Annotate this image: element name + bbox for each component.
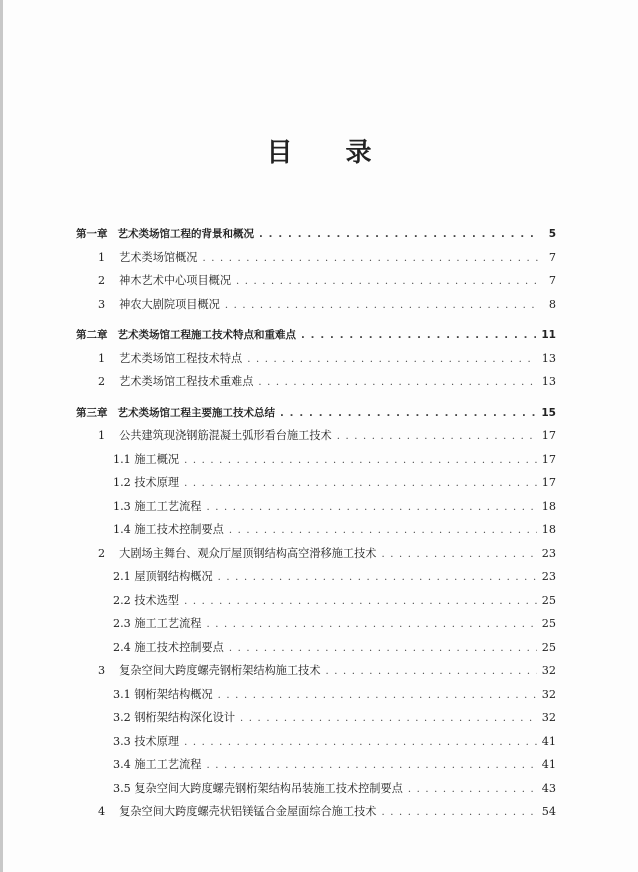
- toc-entry[interactable]: [76, 473, 556, 493]
- toc-entry-number: 1: [98, 351, 106, 365]
- toc-page-number: 18: [541, 499, 556, 513]
- toc-entry-label: [113, 755, 201, 775]
- toc-entry-text: 3.3 技术原理: [113, 734, 180, 748]
- toc-entry-number: 3: [98, 664, 106, 677]
- toc-page-number: 41: [541, 758, 556, 771]
- dot-leader: [225, 296, 539, 316]
- toc-entry-label: [98, 295, 220, 315]
- toc-entry[interactable]: [76, 591, 556, 611]
- dot-leader: [206, 615, 536, 635]
- page-title: 目 录: [266, 138, 394, 168]
- dot-leader: [202, 249, 539, 269]
- toc-entry-text: 3.1 钢桁架结构概况: [113, 687, 213, 701]
- toc-page-number: 8: [548, 297, 556, 311]
- toc-entry-text: 3.4 施工工艺流程: [113, 758, 202, 771]
- toc-entry-text: 艺术类场馆工程施工技术特点和重难点: [117, 329, 296, 341]
- toc-page-number: 17: [541, 429, 556, 442]
- dot-leader: [247, 350, 537, 370]
- dot-leader: [218, 686, 537, 706]
- toc-entry-label: [98, 248, 197, 268]
- toc-page-number: 17: [541, 476, 556, 489]
- toc-page-number: 32: [541, 664, 556, 677]
- toc-entry-text: 复杂空间大跨度螺壳状铝镁锰合金屋面综合施工技术: [119, 805, 377, 818]
- toc-entry[interactable]: [76, 567, 556, 587]
- toc-entry-number: 1: [98, 429, 106, 442]
- dot-leader: [381, 545, 536, 565]
- toc-entry[interactable]: [76, 248, 556, 268]
- toc-entry-label: [98, 802, 376, 822]
- toc-entry-label: [98, 544, 376, 564]
- toc-entry-label: [76, 224, 254, 244]
- toc-chapter-entry[interactable]: [76, 403, 556, 423]
- toc-page-number: 13: [541, 351, 556, 365]
- toc-entry-text: 艺术类场馆工程主要施工技术总结: [117, 406, 275, 419]
- toc-entry-number: 第一章: [76, 228, 108, 240]
- toc-entry-text: 艺术类场馆工程技术重难点: [119, 375, 254, 388]
- dot-leader: [206, 498, 536, 518]
- toc-entry[interactable]: [76, 520, 556, 540]
- toc-chapter-entry[interactable]: [76, 224, 556, 244]
- toc-entry[interactable]: [76, 614, 556, 634]
- toc-entry-text: 3.2 钢桁架结构深化设计: [113, 711, 236, 724]
- toc-entry[interactable]: [76, 685, 556, 705]
- toc-entry-label: [113, 591, 179, 611]
- toc-page-number: 17: [541, 452, 556, 466]
- toc-page-number: 23: [541, 546, 556, 560]
- toc-entry-label: [98, 349, 242, 369]
- toc-page-number: 43: [541, 781, 556, 795]
- toc-entry-number: 4: [98, 805, 106, 818]
- toc-entry[interactable]: [76, 708, 556, 728]
- toc-page-number: 25: [541, 640, 556, 654]
- toc-entry-number: 2: [98, 546, 106, 560]
- toc-entry-label: [98, 426, 332, 446]
- toc-entry-text: 复杂空间大跨度螺壳钢桁架结构施工技术: [119, 664, 321, 677]
- toc-entry-label: [113, 614, 201, 634]
- dot-leader: [218, 568, 537, 588]
- toc-page-number: 13: [541, 375, 556, 388]
- toc-entry-label: [76, 325, 296, 345]
- toc-entry[interactable]: [76, 295, 556, 315]
- dot-leader: [184, 592, 537, 612]
- toc-entry-label: [113, 732, 179, 752]
- toc-entry-text: 2.2 技术选型: [113, 593, 180, 607]
- dot-leader: [240, 709, 537, 729]
- toc-page-number: 25: [541, 617, 556, 630]
- toc-entry-text: 1.4 施工技术控制要点: [113, 523, 224, 536]
- page-edge: [0, 0, 3, 872]
- toc-page-number: 11: [541, 329, 556, 341]
- toc-entry-label: [113, 497, 201, 517]
- toc-entry-text: 3.5 复杂空间大跨度螺壳钢桁架结构吊装施工技术控制要点: [113, 781, 403, 795]
- toc-entry[interactable]: [76, 450, 556, 470]
- dot-leader: [236, 272, 539, 292]
- toc-entry-text: 艺术类场馆工程的背景和概况: [117, 228, 254, 240]
- toc-entry-number: 2: [98, 274, 106, 287]
- toc-entry-label: [113, 567, 213, 587]
- toc-page-number: 54: [541, 805, 556, 818]
- toc-entry[interactable]: [76, 779, 556, 799]
- toc-entry-label: [113, 685, 213, 705]
- toc-entry-label: [113, 779, 403, 799]
- toc-entry-text: 公共建筑现浇钢筋混凝土弧形看台施工技术: [119, 429, 332, 442]
- toc-entry[interactable]: [76, 426, 556, 446]
- dot-leader: [381, 803, 536, 823]
- toc-entry-text: 神木艺术中心项目概况: [119, 274, 232, 287]
- toc-entry[interactable]: [76, 349, 556, 369]
- toc-entry-number: 第三章: [76, 406, 108, 419]
- toc-entry-label: [76, 403, 275, 423]
- toc-entry-number: 第二章: [76, 329, 108, 341]
- toc-entry[interactable]: [76, 732, 556, 752]
- toc-entry[interactable]: [76, 544, 556, 564]
- toc-entry-label: [98, 271, 231, 291]
- toc-entry[interactable]: [76, 638, 556, 658]
- toc-entry-label: [113, 473, 179, 493]
- toc-entry-text: 2.4 施工技术控制要点: [113, 640, 224, 654]
- toc-chapter-entry[interactable]: [76, 325, 556, 345]
- dot-leader: [259, 225, 539, 245]
- toc-entry-text: 1.1 施工概况: [113, 452, 180, 466]
- dot-leader: [258, 373, 536, 393]
- toc-page-number: 23: [541, 570, 556, 583]
- toc-entry-text: 1.3 施工工艺流程: [113, 499, 202, 513]
- toc-entry-label: [113, 450, 179, 470]
- dot-leader: [326, 662, 537, 682]
- toc-entry-label: [113, 520, 224, 540]
- toc-entry-label: [113, 708, 235, 728]
- toc-entry[interactable]: [76, 271, 556, 291]
- toc-page-number: 32: [541, 687, 556, 701]
- dot-leader: [184, 474, 537, 494]
- dot-leader: [301, 326, 536, 346]
- toc-page-number: 18: [541, 523, 556, 536]
- dot-leader: [229, 639, 537, 659]
- toc-entry[interactable]: [76, 755, 556, 775]
- toc-page-number: 7: [548, 250, 556, 264]
- toc-entry-text: 2.1 屋顶钢结构概况: [113, 570, 213, 583]
- toc-entry-text: 1.2 技术原理: [113, 476, 180, 489]
- toc-page-number: 5: [548, 228, 556, 240]
- toc-page-number: 25: [541, 593, 556, 607]
- toc-entry-label: [98, 661, 321, 681]
- dot-leader: [229, 521, 537, 541]
- toc-entry[interactable]: [76, 497, 556, 517]
- dot-leader: [280, 404, 536, 424]
- toc-entry[interactable]: [76, 802, 556, 822]
- dot-leader: [337, 427, 537, 447]
- toc-entry-number: 1: [98, 250, 106, 264]
- toc-entry[interactable]: [76, 661, 556, 681]
- dot-leader: [206, 756, 536, 776]
- toc-entry-number: 2: [98, 375, 106, 388]
- toc-page-number: 7: [548, 274, 556, 287]
- toc-entry-text: 艺术类场馆概况: [119, 250, 198, 264]
- toc-page-number: 32: [541, 711, 556, 724]
- toc-page-number: 41: [541, 734, 556, 748]
- toc-entry-number: 3: [98, 297, 106, 311]
- dot-leader: [184, 451, 537, 471]
- dot-leader: [408, 780, 537, 800]
- dot-leader: [184, 733, 537, 753]
- toc-entry-text: 神农大剧院项目概况: [119, 297, 220, 311]
- toc-entry-label: [98, 372, 253, 392]
- toc-entry-label: [113, 638, 224, 658]
- toc-entry-text: 艺术类场馆工程技术特点: [119, 351, 243, 365]
- toc-page-number: 15: [541, 406, 556, 419]
- toc-entry-text: 2.3 施工工艺流程: [113, 617, 202, 630]
- toc-entry[interactable]: [76, 372, 556, 392]
- toc-entry-text: 大剧场主舞台、观众厅屋顶钢结构高空滑移施工技术: [119, 546, 377, 560]
